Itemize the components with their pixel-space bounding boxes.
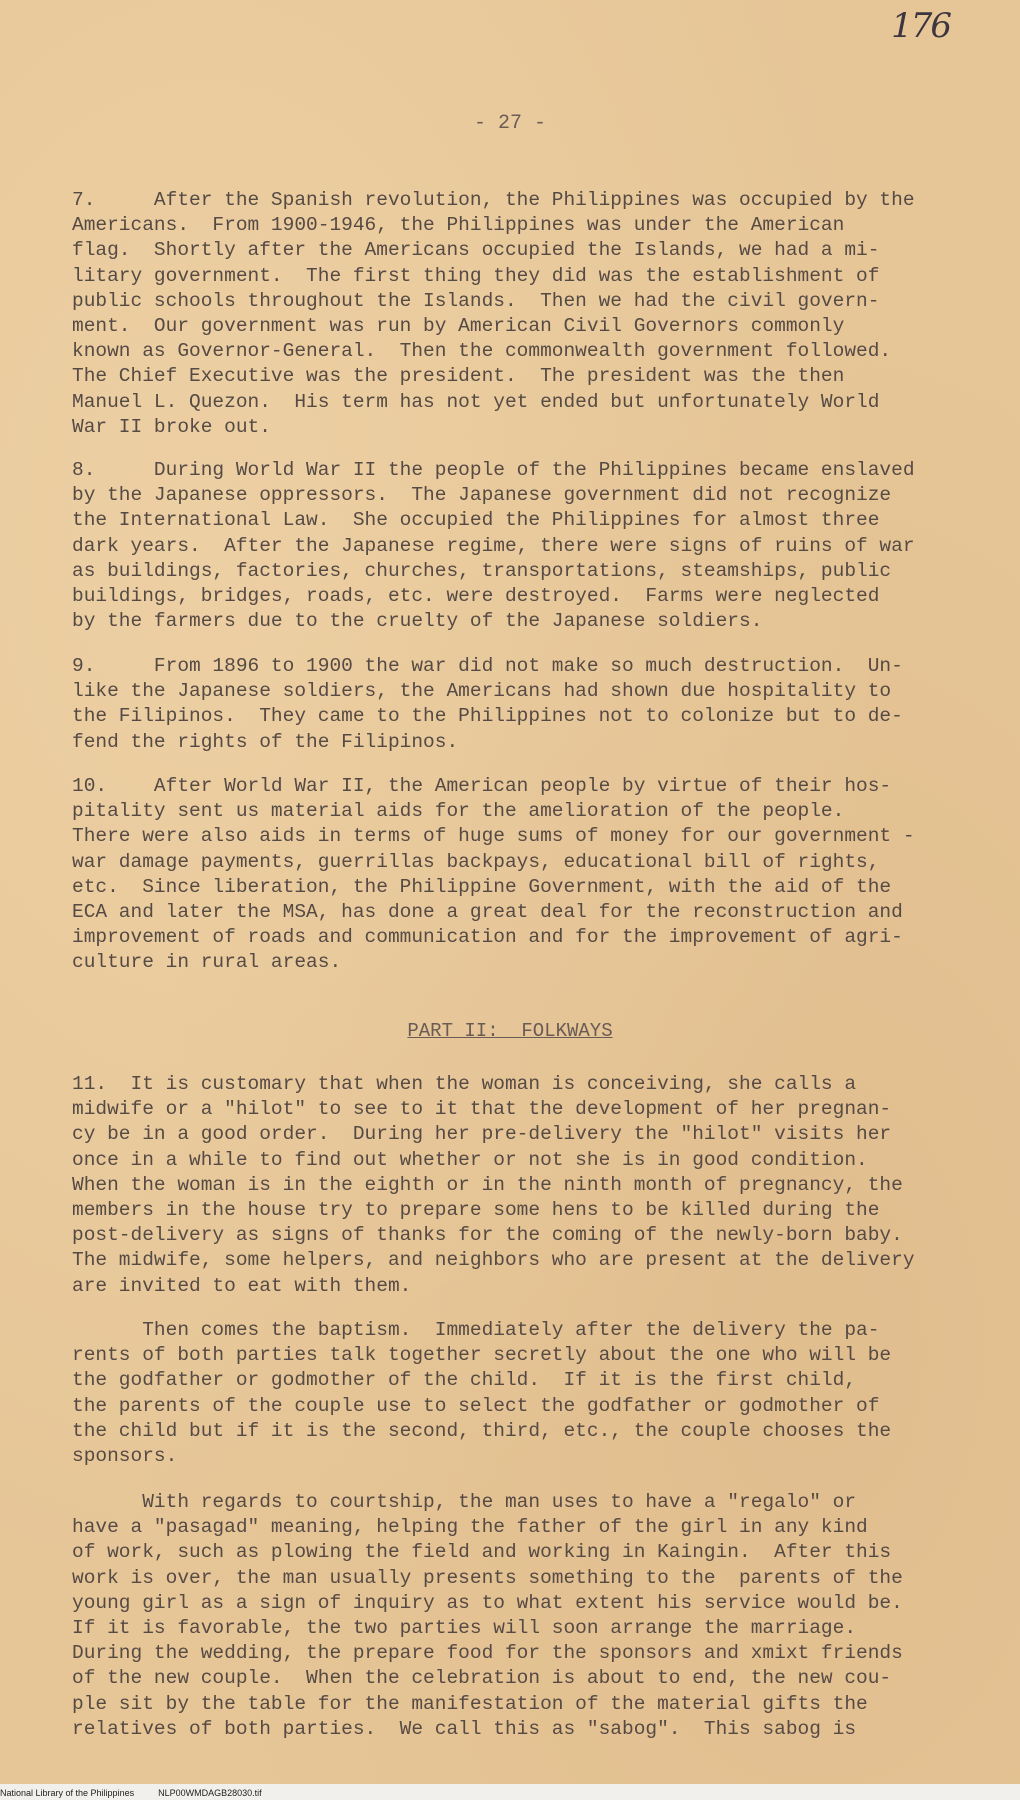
paragraph-baptism bbox=[72, 1318, 952, 1469]
text-line: once in a while to find out whether or not she is in good condition. bbox=[72, 1148, 868, 1171]
text-line: of the new couple. When the celebration is about to end, the new cou- bbox=[72, 1667, 892, 1690]
text-line: There were also aids in terms of huge sums of money for our government - bbox=[72, 825, 915, 848]
text-line: public schools throughout the Islands. Then we had the civil govern- bbox=[72, 289, 880, 312]
scan-footer bbox=[0, 1788, 1020, 1798]
text-line: war damage payments, guerrillas backpays, educational bill of rights, bbox=[72, 850, 880, 873]
text-line: dark years. After the Japanese regime, there were signs of ruins of war bbox=[72, 534, 915, 557]
text-line: 10. After World War II, the American people by virtue of their hos- bbox=[72, 775, 892, 797]
paragraph-8 bbox=[72, 458, 952, 634]
text-line: rents of both parties talk together secretly about the one who will be bbox=[72, 1344, 892, 1367]
text-line: The Chief Executive was the president. The president was the then bbox=[72, 365, 845, 388]
folio-number: 176 bbox=[891, 6, 950, 46]
text-line: culture in rural areas. bbox=[72, 951, 342, 974]
paragraph-11 bbox=[72, 1072, 952, 1299]
text-line: During the wedding, the prepare food for the sponsors and xmixt friends bbox=[72, 1642, 903, 1665]
text-line: work is over, the man usually presents something to the parents of the bbox=[72, 1566, 903, 1589]
text-line: relatives of both parties. We call this as "sabog". This sabog is bbox=[72, 1717, 857, 1740]
text-line: of work, such as plowing the field and working in Kaingin. After this bbox=[72, 1541, 892, 1564]
text-line: When the woman is in the eighth or in the ninth month of pregnancy, the bbox=[72, 1173, 903, 1196]
text-line: Manuel L. Quezon. His term has not yet ended but unfortunately World bbox=[72, 390, 880, 413]
text-line: 8. During World War II the people of the Philippines became enslaved bbox=[72, 459, 915, 481]
text-line: are invited to eat with them. bbox=[72, 1274, 412, 1297]
text-line: With regards to courtship, the man uses to have a "regalo" or bbox=[72, 1491, 857, 1513]
text-line: the parents of the couple use to select the godfather or godmother of bbox=[72, 1394, 880, 1417]
text-line: 11. It is customary that when the woman is conceiving, she calls a bbox=[72, 1073, 857, 1095]
text-line: fend the rights of the Filipinos. bbox=[72, 730, 459, 753]
text-line: ple sit by the table for the manifestation of the material gifts the bbox=[72, 1692, 868, 1715]
text-line: Then comes the baptism. Immediately after the delivery the pa- bbox=[72, 1319, 880, 1341]
text-line: cy be in a good order. During her pre-delivery the "hilot" visits her bbox=[72, 1123, 892, 1146]
text-line: litary government. The first thing they did was the establishment of bbox=[72, 264, 880, 287]
text-line: like the Japanese soldiers, the Americans had shown due hospitality to bbox=[72, 680, 892, 703]
text-line: pitality sent us material aids for the amelioration of the people. bbox=[72, 800, 845, 823]
text-line: by the Japanese oppressors. The Japanese government did not recognize bbox=[72, 484, 892, 507]
paragraph-10 bbox=[72, 774, 952, 976]
text-line: by the farmers due to the cruelty of the Japanese soldiers. bbox=[72, 610, 763, 633]
paragraph-7 bbox=[72, 188, 952, 440]
text-line: as buildings, factories, churches, transportations, steamships, public bbox=[72, 559, 892, 582]
footer-filename: NLP00WMDAGB28030.tif bbox=[158, 1788, 262, 1798]
text-line: etc. Since liberation, the Philippine Government, with the aid of the bbox=[72, 875, 892, 898]
section-heading: PART II: FOLKWAYS bbox=[407, 1020, 613, 1042]
text-line: post-delivery as signs of thanks for the coming of the newly-born baby. bbox=[72, 1224, 903, 1247]
text-line: improvement of roads and communication and for the improvement of agri- bbox=[72, 926, 903, 949]
text-line: 7. After the Spanish revolution, the Philippines was occupied by the bbox=[72, 189, 915, 211]
paragraph-9 bbox=[72, 654, 952, 755]
text-line: midwife or a "hilot" to see to it that the development of her pregnan- bbox=[72, 1098, 892, 1121]
footer-library: National Library of the Philippines bbox=[0, 1788, 135, 1798]
text-line: known as Governor-General. Then the commonwealth government followed. bbox=[72, 340, 892, 363]
text-line: buildings, bridges, roads, etc. were destroyed. Farms were neglected bbox=[72, 584, 880, 607]
text-line: ment. Our government was run by American Civil Governors commonly bbox=[72, 314, 845, 337]
text-line: 9. From 1896 to 1900 the war did not make so much destruction. Un- bbox=[72, 655, 903, 677]
text-line: flag. Shortly after the Americans occupied the Islands, we had a mi- bbox=[72, 239, 880, 262]
paragraph-courtship bbox=[72, 1490, 952, 1742]
text-line: ECA and later the MSA, has done a great deal for the reconstruction and bbox=[72, 900, 903, 923]
text-line: members in the house try to prepare some hens to be killed during the bbox=[72, 1198, 880, 1221]
text-line: the child but if it is the second, third, etc., the couple chooses the bbox=[72, 1419, 892, 1442]
page-number: - 27 - bbox=[473, 112, 546, 135]
text-line: the godfather or godmother of the child. If it is the first child, bbox=[72, 1369, 857, 1392]
text-line: the International Law. She occupied the Philippines for almost three bbox=[72, 509, 880, 532]
text-line: Americans. From 1900-1946, the Philippines was under the American bbox=[72, 214, 845, 237]
text-line: sponsors. bbox=[72, 1444, 178, 1467]
text-line: The midwife, some helpers, and neighbors who are present at the delivery bbox=[72, 1249, 915, 1272]
text-line: young girl as a sign of inquiry as to what extent his service would be. bbox=[72, 1591, 903, 1614]
text-line: the Filipinos. They came to the Philippines not to colonize but to de- bbox=[72, 705, 903, 728]
text-line: War II broke out. bbox=[72, 415, 271, 438]
text-line: have a "pasagad" meaning, helping the father of the girl in any kind bbox=[72, 1516, 868, 1539]
text-line: If it is favorable, the two parties will soon arrange the marriage. bbox=[72, 1616, 857, 1639]
